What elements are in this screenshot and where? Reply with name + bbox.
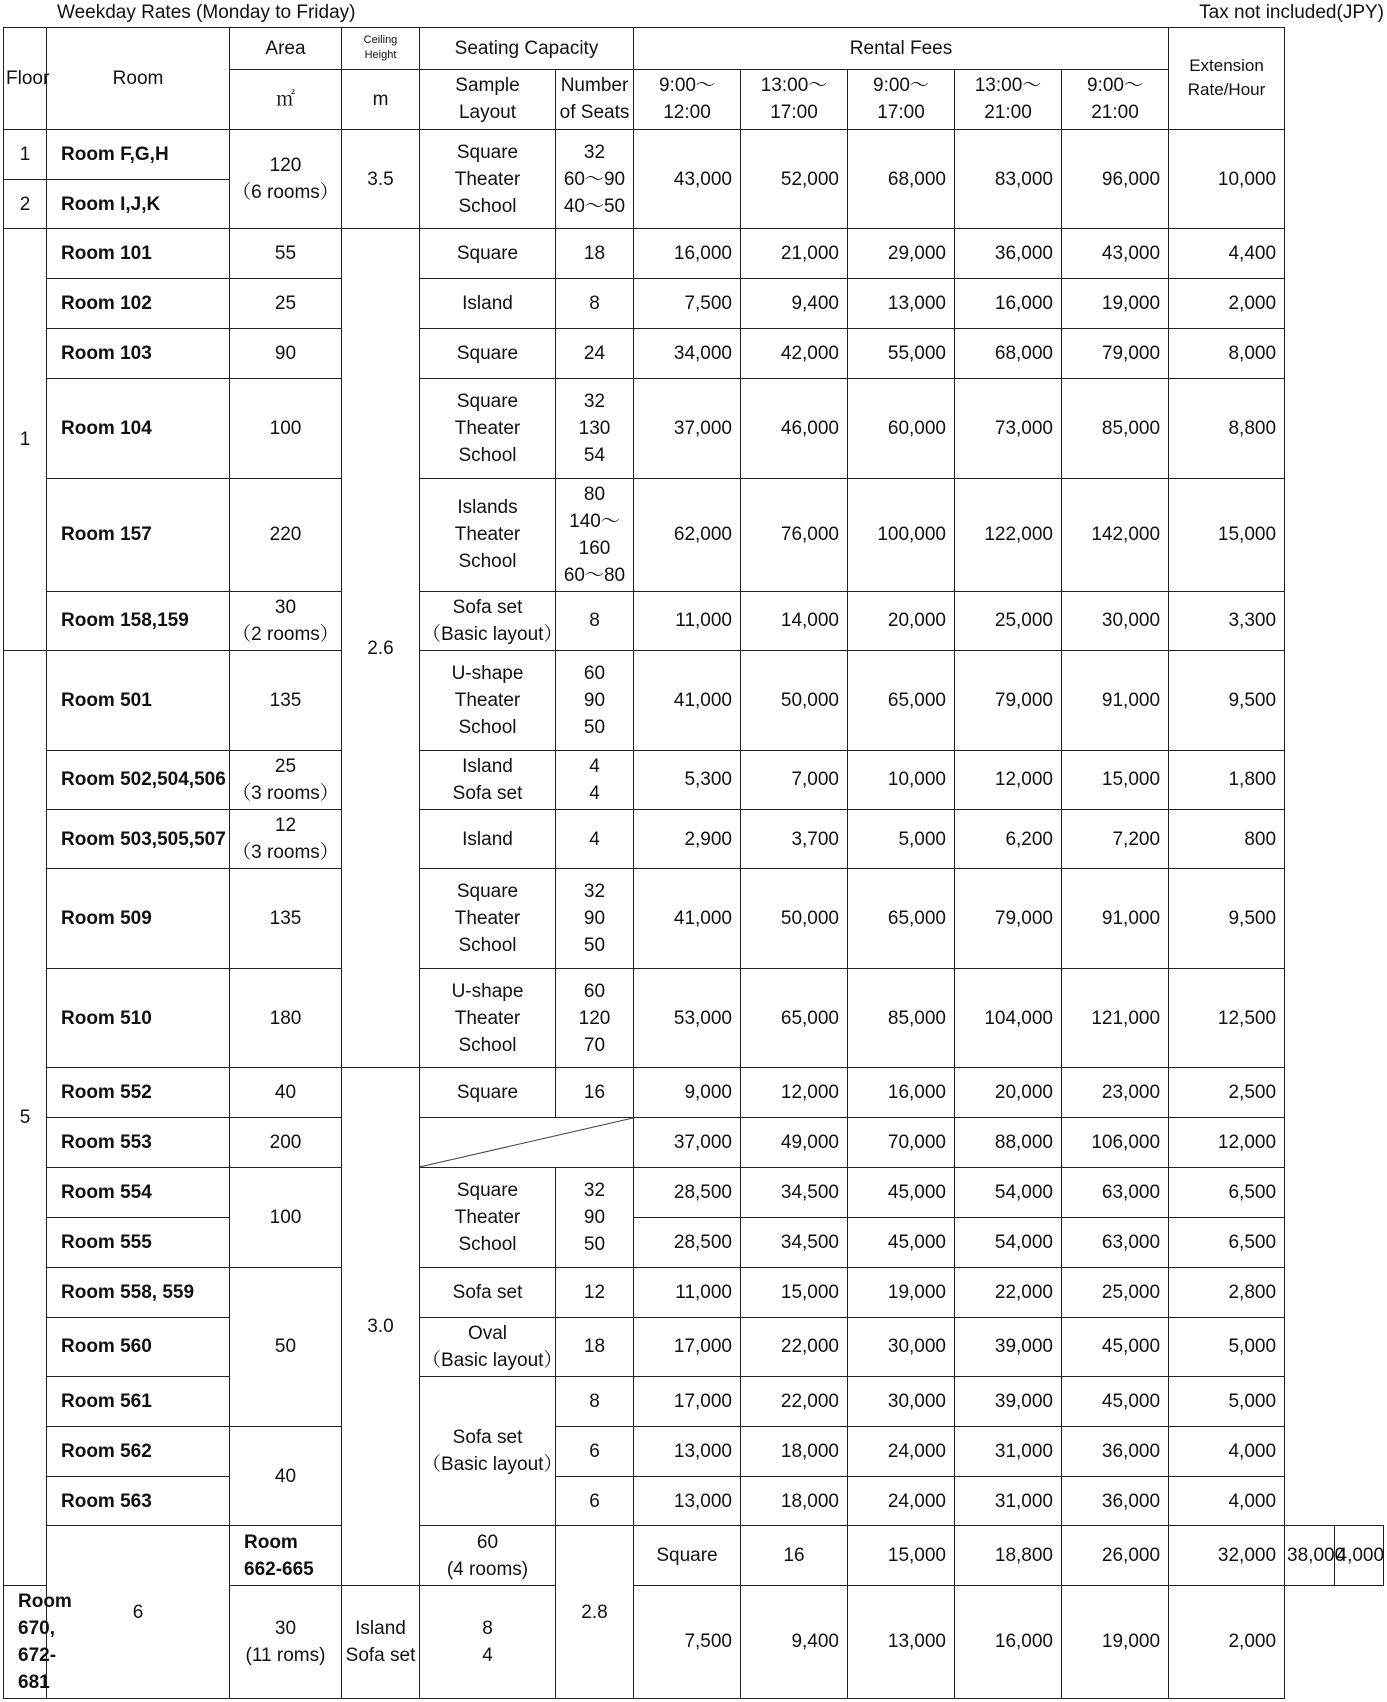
extension-cell: 5,000 bbox=[1169, 1376, 1285, 1426]
fee-cell: 43,000 bbox=[1062, 229, 1169, 279]
extension-cell: 1,800 bbox=[1169, 750, 1285, 809]
seats-cell: 8 bbox=[556, 279, 634, 329]
fee-cell: 96,000 bbox=[1062, 129, 1169, 229]
room-name: Room 563 bbox=[47, 1476, 230, 1526]
fee-cell: 16,000 bbox=[955, 279, 1062, 329]
fee-cell: 19,000 bbox=[1062, 1585, 1169, 1698]
extension-cell: 2,800 bbox=[1169, 1267, 1285, 1317]
header-slot-9-12: 9:00～12:00 bbox=[634, 69, 741, 129]
fee-cell: 32,000 bbox=[1169, 1526, 1285, 1585]
fee-cell: 37,000 bbox=[634, 1118, 741, 1168]
seats-cell: 24 bbox=[556, 329, 634, 379]
extension-cell: 8,000 bbox=[1169, 329, 1285, 379]
fee-cell: 38,000 bbox=[1285, 1526, 1334, 1585]
header-slot-9-21: 9:00～21:00 bbox=[1062, 69, 1169, 129]
fee-cell: 34,500 bbox=[741, 1218, 848, 1268]
layout-cell: Oval （Basic layout） bbox=[420, 1317, 556, 1376]
header-slot-9-17: 9:00～17:00 bbox=[848, 69, 955, 129]
layout-cell: Square Theater School bbox=[420, 378, 556, 478]
fee-cell: 36,000 bbox=[955, 229, 1062, 279]
fee-cell: 12,000 bbox=[955, 750, 1062, 809]
seats-cell: 60 120 70 bbox=[556, 968, 634, 1068]
fee-cell: 83,000 bbox=[955, 129, 1062, 229]
fee-cell: 24,000 bbox=[848, 1476, 955, 1526]
seats-cell: 16 bbox=[741, 1526, 848, 1585]
fee-cell: 7,200 bbox=[1062, 809, 1169, 868]
fee-cell: 30,000 bbox=[1062, 591, 1169, 650]
extension-cell: 4,400 bbox=[1169, 229, 1285, 279]
layout-cell: Sofa set （Basic layout） bbox=[420, 591, 556, 650]
layout-cell: U-shape Theater School bbox=[420, 651, 556, 751]
area-cell: 60 (4 rooms) bbox=[420, 1526, 556, 1585]
room-name: Room 158,159 bbox=[47, 591, 230, 650]
fee-cell: 42,000 bbox=[741, 329, 848, 379]
layout-cell: Square bbox=[420, 1068, 556, 1118]
layout-cell: U-shape Theater School bbox=[420, 968, 556, 1068]
fee-cell: 106,000 bbox=[1062, 1118, 1169, 1168]
extension-cell: 9,500 bbox=[1169, 869, 1285, 969]
fee-cell: 39,000 bbox=[955, 1376, 1062, 1426]
seats-cell: 60 90 50 bbox=[556, 651, 634, 751]
fee-cell: 2,900 bbox=[634, 809, 741, 868]
fee-cell: 79,000 bbox=[955, 651, 1062, 751]
fee-cell: 5,000 bbox=[848, 809, 955, 868]
fee-cell: 17,000 bbox=[634, 1317, 741, 1376]
extension-cell: 4,000 bbox=[1169, 1476, 1285, 1526]
fee-cell: 17,000 bbox=[634, 1376, 741, 1426]
area-cell: 12 （3 rooms） bbox=[230, 809, 342, 868]
layout-cell: Square bbox=[634, 1526, 741, 1585]
extension-cell: 2,000 bbox=[1169, 279, 1285, 329]
floor-cell: 5 bbox=[4, 651, 47, 1586]
fee-cell: 49,000 bbox=[741, 1118, 848, 1168]
header-floor: Floor bbox=[4, 28, 47, 130]
fee-cell: 6,200 bbox=[955, 809, 1062, 868]
fee-cell: 14,000 bbox=[741, 591, 848, 650]
fee-cell: 68,000 bbox=[955, 329, 1062, 379]
fee-cell: 13,000 bbox=[848, 1585, 955, 1698]
fee-cell: 45,000 bbox=[848, 1168, 955, 1218]
fee-cell: 91,000 bbox=[1062, 869, 1169, 969]
room-name: Room 562 bbox=[47, 1426, 230, 1476]
area-cell: 135 bbox=[230, 869, 342, 969]
extension-cell: 12,000 bbox=[1169, 1118, 1285, 1168]
extension-cell: 4,000 bbox=[1169, 1426, 1285, 1476]
fee-cell: 25,000 bbox=[1062, 1267, 1169, 1317]
fee-cell: 53,000 bbox=[634, 968, 741, 1068]
room-name: Room 103 bbox=[47, 329, 230, 379]
ceiling-cell: 3.0 bbox=[342, 1068, 420, 1585]
fee-cell: 11,000 bbox=[634, 591, 741, 650]
fee-cell: 34,000 bbox=[634, 329, 741, 379]
seats-cell: 18 bbox=[556, 1317, 634, 1376]
fee-cell: 45,000 bbox=[848, 1218, 955, 1268]
fee-cell: 121,000 bbox=[1062, 968, 1169, 1068]
fee-cell: 19,000 bbox=[848, 1267, 955, 1317]
room-name: Room 555 bbox=[47, 1218, 230, 1268]
fee-cell: 9,400 bbox=[741, 279, 848, 329]
layout-cell: Sofa set bbox=[420, 1267, 556, 1317]
floor-cell: 1 bbox=[4, 129, 47, 179]
fee-cell: 25,000 bbox=[955, 591, 1062, 650]
layout-cell: Square Theater School bbox=[420, 869, 556, 969]
fee-cell: 85,000 bbox=[1062, 378, 1169, 478]
fee-cell: 15,000 bbox=[848, 1526, 955, 1585]
fee-cell: 50,000 bbox=[741, 869, 848, 969]
fee-cell: 142,000 bbox=[1062, 478, 1169, 591]
seats-cell: 8 bbox=[556, 591, 634, 650]
room-name: Room 509 bbox=[47, 869, 230, 969]
room-name: Room 503,505,507 bbox=[47, 809, 230, 868]
fee-cell: 16,000 bbox=[848, 1068, 955, 1118]
fee-cell: 91,000 bbox=[1062, 651, 1169, 751]
fee-cell: 122,000 bbox=[955, 478, 1062, 591]
fee-cell: 20,000 bbox=[955, 1068, 1062, 1118]
layout-cell: Islands Theater School bbox=[420, 478, 556, 591]
extension-cell: 15,000 bbox=[1169, 478, 1285, 591]
header-number-of-seats: Number of Seats bbox=[556, 69, 634, 129]
fee-cell: 11,000 bbox=[634, 1267, 741, 1317]
fee-cell: 41,000 bbox=[634, 869, 741, 969]
seats-cell: 18 bbox=[556, 229, 634, 279]
fee-cell: 36,000 bbox=[1062, 1476, 1169, 1526]
fee-cell: 15,000 bbox=[741, 1267, 848, 1317]
header-area: Area bbox=[230, 28, 342, 70]
extension-cell: 4,000 bbox=[1334, 1526, 1383, 1585]
area-cell: 25 bbox=[230, 279, 342, 329]
extension-cell: 8,800 bbox=[1169, 378, 1285, 478]
fee-cell: 26,000 bbox=[1062, 1526, 1169, 1585]
room-name: Room 502,504,506 bbox=[47, 750, 230, 809]
fee-cell: 22,000 bbox=[955, 1267, 1062, 1317]
fee-cell: 18,000 bbox=[741, 1426, 848, 1476]
room-name: Room 510 bbox=[47, 968, 230, 1068]
room-name: Room 561 bbox=[47, 1376, 230, 1426]
extension-cell: 800 bbox=[1169, 809, 1285, 868]
layout-cell: Island Sofa set bbox=[420, 750, 556, 809]
fee-cell: 16,000 bbox=[955, 1585, 1062, 1698]
area-cell: 220 bbox=[230, 478, 342, 591]
header-sample-layout: Sample Layout bbox=[420, 69, 556, 129]
layout-cell: Square bbox=[420, 229, 556, 279]
fee-cell: 65,000 bbox=[848, 869, 955, 969]
fee-cell: 36,000 bbox=[1062, 1426, 1169, 1476]
fee-cell: 23,000 bbox=[1062, 1068, 1169, 1118]
seats-cell: 80 140～160 60～80 bbox=[556, 478, 634, 591]
extension-cell: 6,500 bbox=[1169, 1218, 1285, 1268]
seats-cell: 12 bbox=[556, 1267, 634, 1317]
fee-cell: 18,800 bbox=[955, 1526, 1062, 1585]
area-cell: 135 bbox=[230, 651, 342, 751]
extension-cell: 6,500 bbox=[1169, 1168, 1285, 1218]
fee-cell: 12,000 bbox=[741, 1068, 848, 1118]
seats-cell: 8 4 bbox=[420, 1585, 556, 1698]
fee-cell: 24,000 bbox=[848, 1426, 955, 1476]
fee-cell: 65,000 bbox=[848, 651, 955, 751]
floor-cell: 2 bbox=[4, 179, 47, 229]
table-caption-right: Tax not included(JPY) bbox=[1199, 2, 1384, 23]
area-cell: 50 bbox=[230, 1267, 342, 1426]
fee-cell: 88,000 bbox=[955, 1118, 1062, 1168]
fee-cell: 7,500 bbox=[634, 1585, 741, 1698]
room-name: Room F,G,H bbox=[47, 129, 230, 179]
fee-cell: 13,000 bbox=[848, 279, 955, 329]
area-cell: 40 bbox=[230, 1426, 342, 1526]
fee-cell: 39,000 bbox=[955, 1317, 1062, 1376]
area-cell: 55 bbox=[230, 229, 342, 279]
fee-cell: 5,300 bbox=[634, 750, 741, 809]
fee-cell: 3,700 bbox=[741, 809, 848, 868]
fee-cell: 55,000 bbox=[848, 329, 955, 379]
fee-cell: 15,000 bbox=[1062, 750, 1169, 809]
header-slot-13-21: 13:00～21:00 bbox=[955, 69, 1062, 129]
area-cell: 30 (11 roms) bbox=[230, 1585, 342, 1698]
seats-cell: 8 bbox=[556, 1376, 634, 1426]
layout-cell: Sofa set （Basic layout） bbox=[420, 1376, 556, 1526]
fee-cell: 104,000 bbox=[955, 968, 1062, 1068]
room-name: Room 560 bbox=[47, 1317, 230, 1376]
fee-cell: 70,000 bbox=[848, 1118, 955, 1168]
area-cell: 120 （6 rooms） bbox=[230, 129, 342, 229]
header-slot-13-17: 13:00～17:00 bbox=[741, 69, 848, 129]
fee-cell: 28,500 bbox=[634, 1168, 741, 1218]
fee-cell: 20,000 bbox=[848, 591, 955, 650]
fee-cell: 37,000 bbox=[634, 378, 741, 478]
diagonal-line bbox=[420, 1118, 633, 1167]
fee-cell: 62,000 bbox=[634, 478, 741, 591]
extension-cell: 2,000 bbox=[1169, 1585, 1285, 1698]
fee-cell: 65,000 bbox=[741, 968, 848, 1068]
area-cell: 30 （2 rooms） bbox=[230, 591, 342, 650]
room-name: Room 554 bbox=[47, 1168, 230, 1218]
room-name: Room 552 bbox=[47, 1068, 230, 1118]
fee-cell: 22,000 bbox=[741, 1317, 848, 1376]
room-name: Room 553 bbox=[47, 1118, 230, 1168]
layout-cell: Island bbox=[420, 279, 556, 329]
area-cell: 100 bbox=[230, 378, 342, 478]
seats-cell: 32 130 54 bbox=[556, 378, 634, 478]
area-cell: 180 bbox=[230, 968, 342, 1068]
fee-cell: 79,000 bbox=[1062, 329, 1169, 379]
fee-cell: 18,000 bbox=[741, 1476, 848, 1526]
fee-cell: 45,000 bbox=[1062, 1317, 1169, 1376]
seats-cell: 32 60～90 40～50 bbox=[556, 129, 634, 229]
extension-cell: 12,500 bbox=[1169, 968, 1285, 1068]
layout-cell: Square Theater School bbox=[420, 129, 556, 229]
header-ceiling-height: Ceiling Height bbox=[342, 28, 420, 70]
area-cell: 100 bbox=[230, 1168, 342, 1268]
fee-cell: 28,500 bbox=[634, 1218, 741, 1268]
fee-cell: 52,000 bbox=[741, 129, 848, 229]
extension-cell: 2,500 bbox=[1169, 1068, 1285, 1118]
fee-cell: 76,000 bbox=[741, 478, 848, 591]
room-name: Room 501 bbox=[47, 651, 230, 751]
fee-cell: 30,000 bbox=[848, 1376, 955, 1426]
header-rental-fees: Rental Fees bbox=[634, 28, 1169, 70]
fee-cell: 50,000 bbox=[741, 651, 848, 751]
rental-rates-table bbox=[3, 27, 1384, 1699]
floor-cell: 1 bbox=[4, 229, 47, 651]
fee-cell: 46,000 bbox=[741, 378, 848, 478]
fee-cell: 16,000 bbox=[634, 229, 741, 279]
extension-cell: 9,500 bbox=[1169, 651, 1285, 751]
fee-cell: 34,500 bbox=[741, 1168, 848, 1218]
area-cell: 90 bbox=[230, 329, 342, 379]
fee-cell: 85,000 bbox=[848, 968, 955, 1068]
fee-cell: 13,000 bbox=[634, 1476, 741, 1526]
room-name: Room 102 bbox=[47, 279, 230, 329]
fee-cell: 19,000 bbox=[1062, 279, 1169, 329]
fee-cell: 10,000 bbox=[848, 750, 955, 809]
seats-cell: 32 90 50 bbox=[556, 1168, 634, 1268]
extension-cell: 5,000 bbox=[1169, 1317, 1285, 1376]
layout-cell: Square bbox=[420, 329, 556, 379]
fee-cell: 54,000 bbox=[955, 1218, 1062, 1268]
room-name: Room I,J,K bbox=[47, 179, 230, 229]
fee-cell: 73,000 bbox=[955, 378, 1062, 478]
fee-cell: 22,000 bbox=[741, 1376, 848, 1426]
fee-cell: 29,000 bbox=[848, 229, 955, 279]
floor-cell: 6 bbox=[47, 1526, 230, 1699]
fee-cell: 54,000 bbox=[955, 1168, 1062, 1218]
header-area-unit: ㎡ bbox=[230, 69, 342, 129]
fee-cell: 9,400 bbox=[741, 1585, 848, 1698]
fee-cell: 7,500 bbox=[634, 279, 741, 329]
table-caption-left: Weekday Rates (Monday to Friday) bbox=[57, 2, 356, 23]
seats-cell: 16 bbox=[556, 1068, 634, 1118]
seats-cell: 4 bbox=[556, 809, 634, 868]
extension-cell: 3,300 bbox=[1169, 591, 1285, 650]
room-name: Room 157 bbox=[47, 478, 230, 591]
room-name: Room 104 bbox=[47, 378, 230, 478]
fee-cell: 100,000 bbox=[848, 478, 955, 591]
layout-cell: Island Sofa set bbox=[342, 1585, 420, 1698]
seats-cell: 4 4 bbox=[556, 750, 634, 809]
fee-cell: 31,000 bbox=[955, 1426, 1062, 1476]
fee-cell: 60,000 bbox=[848, 378, 955, 478]
fee-cell: 30,000 bbox=[848, 1317, 955, 1376]
seats-cell: 6 bbox=[556, 1476, 634, 1526]
area-cell: 25 （3 rooms） bbox=[230, 750, 342, 809]
fee-cell: 63,000 bbox=[1062, 1218, 1169, 1268]
fee-cell: 41,000 bbox=[634, 651, 741, 751]
room-name: Room 101 bbox=[47, 229, 230, 279]
extension-cell: 10,000 bbox=[1169, 129, 1285, 229]
header-room: Room bbox=[47, 28, 230, 130]
fee-cell: 31,000 bbox=[955, 1476, 1062, 1526]
fee-cell: 7,000 bbox=[741, 750, 848, 809]
fee-cell: 9,000 bbox=[634, 1068, 741, 1118]
header-seating-capacity: Seating Capacity bbox=[420, 28, 634, 70]
ceiling-cell: 2.6 bbox=[342, 229, 420, 1068]
seats-cell: 6 bbox=[556, 1426, 634, 1476]
area-cell: 200 bbox=[230, 1118, 342, 1168]
room-name: Room 558, 559 bbox=[47, 1267, 230, 1317]
header-extension-rate: Extension Rate/Hour bbox=[1169, 28, 1285, 130]
not-applicable-cell bbox=[420, 1118, 634, 1168]
fee-cell: 68,000 bbox=[848, 129, 955, 229]
fee-cell: 45,000 bbox=[1062, 1376, 1169, 1426]
fee-cell: 21,000 bbox=[741, 229, 848, 279]
ceiling-cell: 2.8 bbox=[556, 1526, 634, 1699]
fee-cell: 43,000 bbox=[634, 129, 741, 229]
room-name: Room 670, 672-681 bbox=[4, 1585, 47, 1698]
fee-cell: 13,000 bbox=[634, 1426, 741, 1476]
ceiling-cell: 3.5 bbox=[342, 129, 420, 229]
fee-cell: 79,000 bbox=[955, 869, 1062, 969]
layout-cell: Square Theater School bbox=[420, 1168, 556, 1268]
layout-cell: Island bbox=[420, 809, 556, 868]
seats-cell: 32 90 50 bbox=[556, 869, 634, 969]
area-cell: 40 bbox=[230, 1068, 342, 1118]
room-name: Room 662-665 bbox=[230, 1526, 342, 1585]
header-ceiling-unit: m bbox=[342, 69, 420, 129]
fee-cell: 63,000 bbox=[1062, 1168, 1169, 1218]
